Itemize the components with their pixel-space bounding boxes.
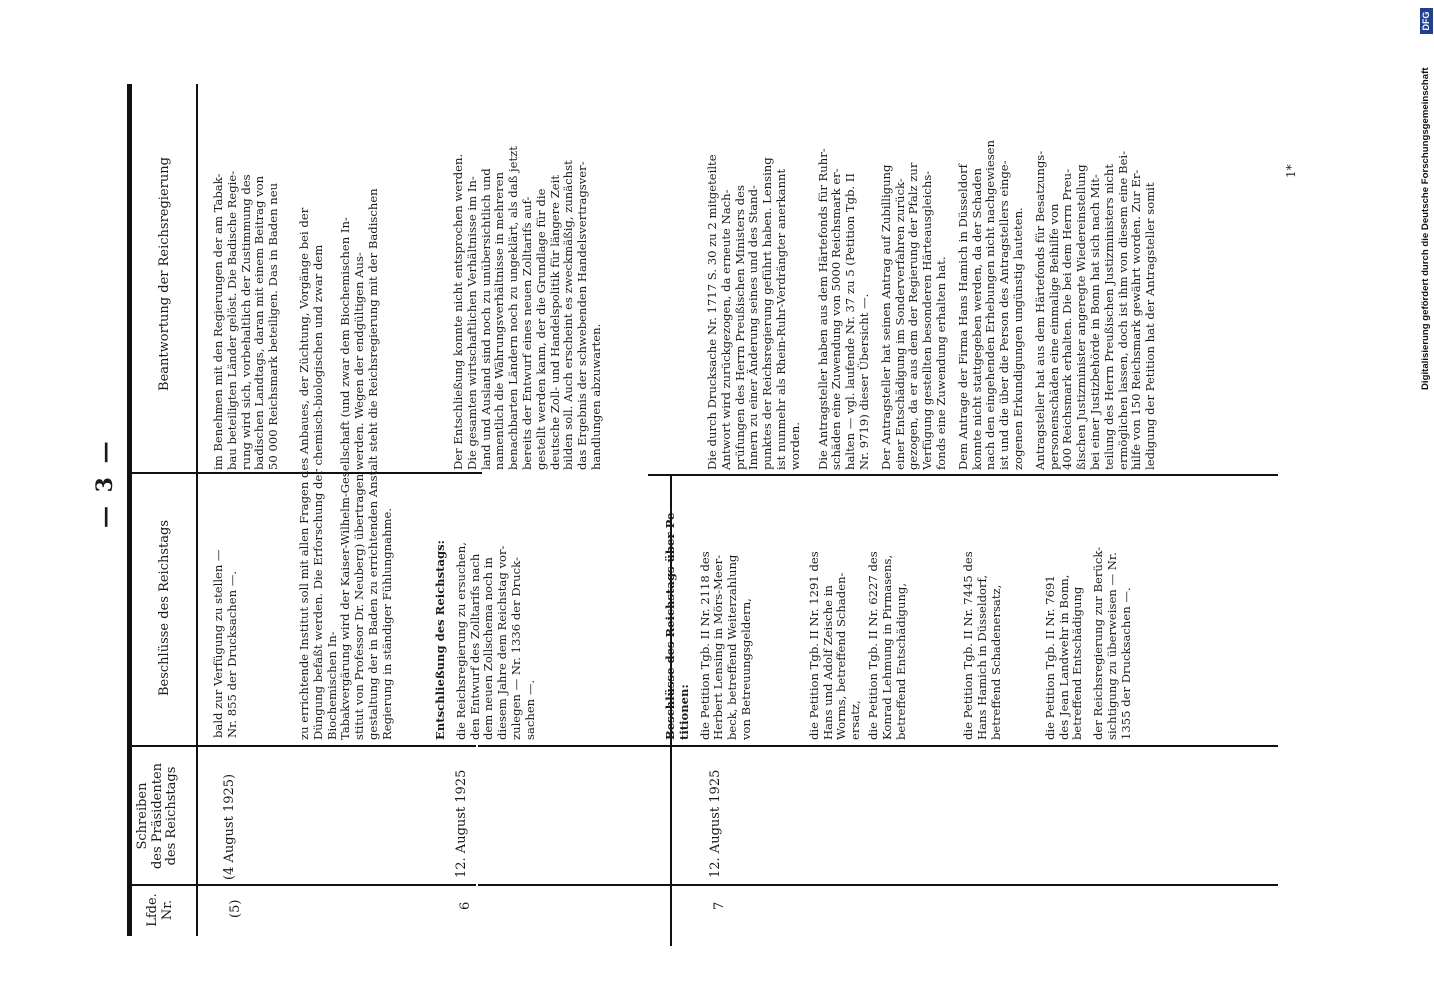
header-schreiben: Schreiben des Präsidenten des Reichstags bbox=[135, 762, 179, 870]
row-7-item-5-beschluss: die Petition Tgb. II Nr. 7691 des Jean Landwehr in Bonn, betreffend Entschädigung bbox=[1042, 574, 1085, 740]
row-5-beschluss bbox=[212, 478, 247, 738]
row-7-item-1-antwort: Die durch Drucksache Nr. 1717 S. 30 zu 2 mitgeteilte Antwort wird zurückgezogen, da erneute Nach- prüfungen des Herrn Preußischen Ministers des Innern zu einer Änderung seines und des Stand- punktes der Reichsregierung geführt haben. Lensing ist nunmehr als Rhein-Ruhr-Verdrängter anerkannt worden. bbox=[705, 154, 802, 470]
row-7-item-3-antwort: Der Antragsteller hat seinen Antrag auf Zubilligung einer Entschädigung im Sonderverfahren zurück- gezogen, da er aus dem der Regierung der Pfalz zur Verfügung gestellten besonderen Härteausgleichs- fonds eine Zuwendung erhalten hat. bbox=[878, 162, 948, 470]
row-5-continuation-text: zu errichtende Institut soll mit allen Fragen des Anbaues, der Züchtung, Vorgänge bei der Düngung befaßt werden. Die Erforschung der chemisch-biologischen und zwar dem Biochemischen In- Tabakvergärung wird der Kaiser-Wilhelm-Gesellschaft (und zwar dem Biochemischen In- stitut von Professor Dr. Neuberg) übertragen werden. Wegen der endgültigen Aus- gestaltung der in Baden zu errichtenden Anstalt steht die Reichsregierung mit der Badischen Regierung in ständiger Fühlungnahme. bbox=[297, 188, 394, 740]
row-6-heading: Entschließung des Reichstags: bbox=[433, 540, 447, 740]
dfg-logo-text: DFG bbox=[1421, 11, 1431, 31]
row-6-date: 12. August 1925 bbox=[454, 769, 469, 878]
row-7-number: 7 bbox=[712, 901, 727, 910]
row-7-beschluss-column bbox=[664, 478, 1141, 740]
row-5-date: (4 August 1925) bbox=[222, 773, 237, 880]
footer-mark: 1* bbox=[1284, 164, 1298, 178]
digitization-note: Digitalisierung gefördert durch die Deutsche Forschungsgemeinschaft bbox=[1420, 67, 1431, 390]
row-7-item-4-beschluss: die Petition Tgb. II Nr. 7445 des Hans Hamich in Düsseldorf, betreffend Schadenersatz, bbox=[961, 551, 1003, 740]
row-5-beschluss-continuation bbox=[298, 180, 402, 740]
row-6-antwort-text: Der Entschließung konnte nicht entsprochen werden. Die gesamten wirtschaftlichen Verhältnisse im In- land und Ausland sind noch zu unübersichtlich und namentlich die Währungsverhältnisse in mehreren benachbarten Ländern noch zu ungeklärt, als daß jetzt bereits der Entwurf eines neuen Zolltarifs auf- gestellt werden kann, der die Grundlage für die deutsche Zoll- und Handelspolitik für längere Zeit bilden soll. Auch erscheint es zweckmäßig, zunächst das Ergebnis der schwebenden Handelsvertragsver- handlungen abzuwarten. bbox=[451, 146, 603, 470]
header-beantwortung: Beantwortung der Reichsregierung bbox=[157, 157, 172, 391]
page-number: — 3 — bbox=[92, 438, 118, 528]
row-6-beschluss-text: die Reichsregierung zu ersuchen, den Entwurf des Zolltarifs nach dem neuen Zollschema noch in diesem Jahre dem Reichstag vor- zulegen — Nr. 1336 der Druck- sachen —. bbox=[453, 542, 537, 740]
table-top-rule bbox=[127, 84, 132, 936]
row-6-number: 6 bbox=[458, 901, 473, 910]
row-5-beschluss-text: bald zur Verfügung zu stellen — Nr. 855 der Drucksachen —. bbox=[211, 549, 239, 738]
col-rule-nr-2 bbox=[478, 884, 1278, 886]
row-6-antwort bbox=[452, 70, 611, 470]
row-7-date: 12. August 1925 bbox=[708, 769, 723, 878]
row-7-item-5-antwort: Antragsteller hat aus dem Härtefonds für Besatzungs- personenschäden eine einmalige Beihilfe von 400 Reichsmark erhalten. Die bei dem Herrn Preu- ßischen Justizminister angeregte Wiedereinstellung bei einer Justizbehörde in Bonn hat sich nach Mit- teilung des Herrn Preußischen Justizministers nicht ermöglichen lassen, doch ist ihm von diesem eine Bei- hilfe von 150 Reichsmark gewährt worden. Zur Er- ledigung der Petition hat der Antragsteller somit bbox=[1032, 150, 1158, 470]
row-7-item-3-beschluss: die Petition Tgb. II Nr. 6227 des Konrad Lehmung in Pirmasens, betreffend Entschädigung, bbox=[865, 551, 908, 740]
row-5-number: (5) bbox=[228, 899, 243, 918]
row-7-item-1-beschluss: die Petition Tgb. II Nr. 2118 des Herbert Lensing in Mörs-Meer- beck, betreffend Weiterzahlung von Betreuungsgeldern, bbox=[697, 551, 753, 740]
col-rule-date-2 bbox=[478, 745, 1278, 747]
header-nr: Lfde. Nr. bbox=[145, 893, 175, 927]
header-bottom-rule bbox=[196, 84, 198, 936]
row-7-antwort-column bbox=[706, 68, 1165, 470]
row-5-antwort-text: im Benehmen mit den Regierungen der am Tabak- bau beteiligten Länder gelöst. Die Badische Regie- rung wird sich, vorbehaltlich der Zustimmung des badischen Landtags, daran mit einem Beitrag von 50 000 Reichsmark beteiligen. Das in Baden neu bbox=[211, 170, 281, 470]
col-rule-nr bbox=[130, 884, 476, 886]
row-7-item-2-antwort: Die Antragsteller haben aus dem Härtefonds für Ruhr- schäden eine Zuwendung von 5000 Reichsmark er- halten — vgl. laufende Nr. 37 zu 5 (Petition Tgb. II Nr. 9719) dieser Übersicht —. bbox=[815, 148, 871, 470]
row-5-antwort bbox=[212, 70, 288, 470]
row-7-heading: Beschlüsse des Reichstags über Pe- titionen: bbox=[663, 507, 691, 740]
header-beschluesse: Beschlüsse des Reichstags bbox=[157, 519, 172, 697]
col-rule-date bbox=[130, 745, 476, 747]
row-6-beschluss bbox=[434, 480, 545, 740]
row-7-item-5-extra: der Reichsregierung zur Berück- sichtigung zu überweisen — Nr. 1355 der Drucksachen —. bbox=[1091, 546, 1133, 740]
dfg-logo bbox=[1420, 8, 1433, 34]
col-rule-beschluss-bottom bbox=[648, 474, 1278, 476]
row-7-item-4-antwort: Dem Antrage der Firma Hans Hamich in Düsseldorf konnte nicht stattgegeben werden, da der Schaden nach den eingehenden Erhebungen nicht nachgewiesen ist und die über die Person des Antragstellers einge- zogenen Erkundigungen ungünstig lauteten. bbox=[955, 139, 1025, 470]
row-7-item-2-beschluss: die Petition Tgb. II Nr. 1291 des Hans und Adolf Zeische in Worms, betreffend Schaden- ersatz, bbox=[806, 551, 863, 740]
